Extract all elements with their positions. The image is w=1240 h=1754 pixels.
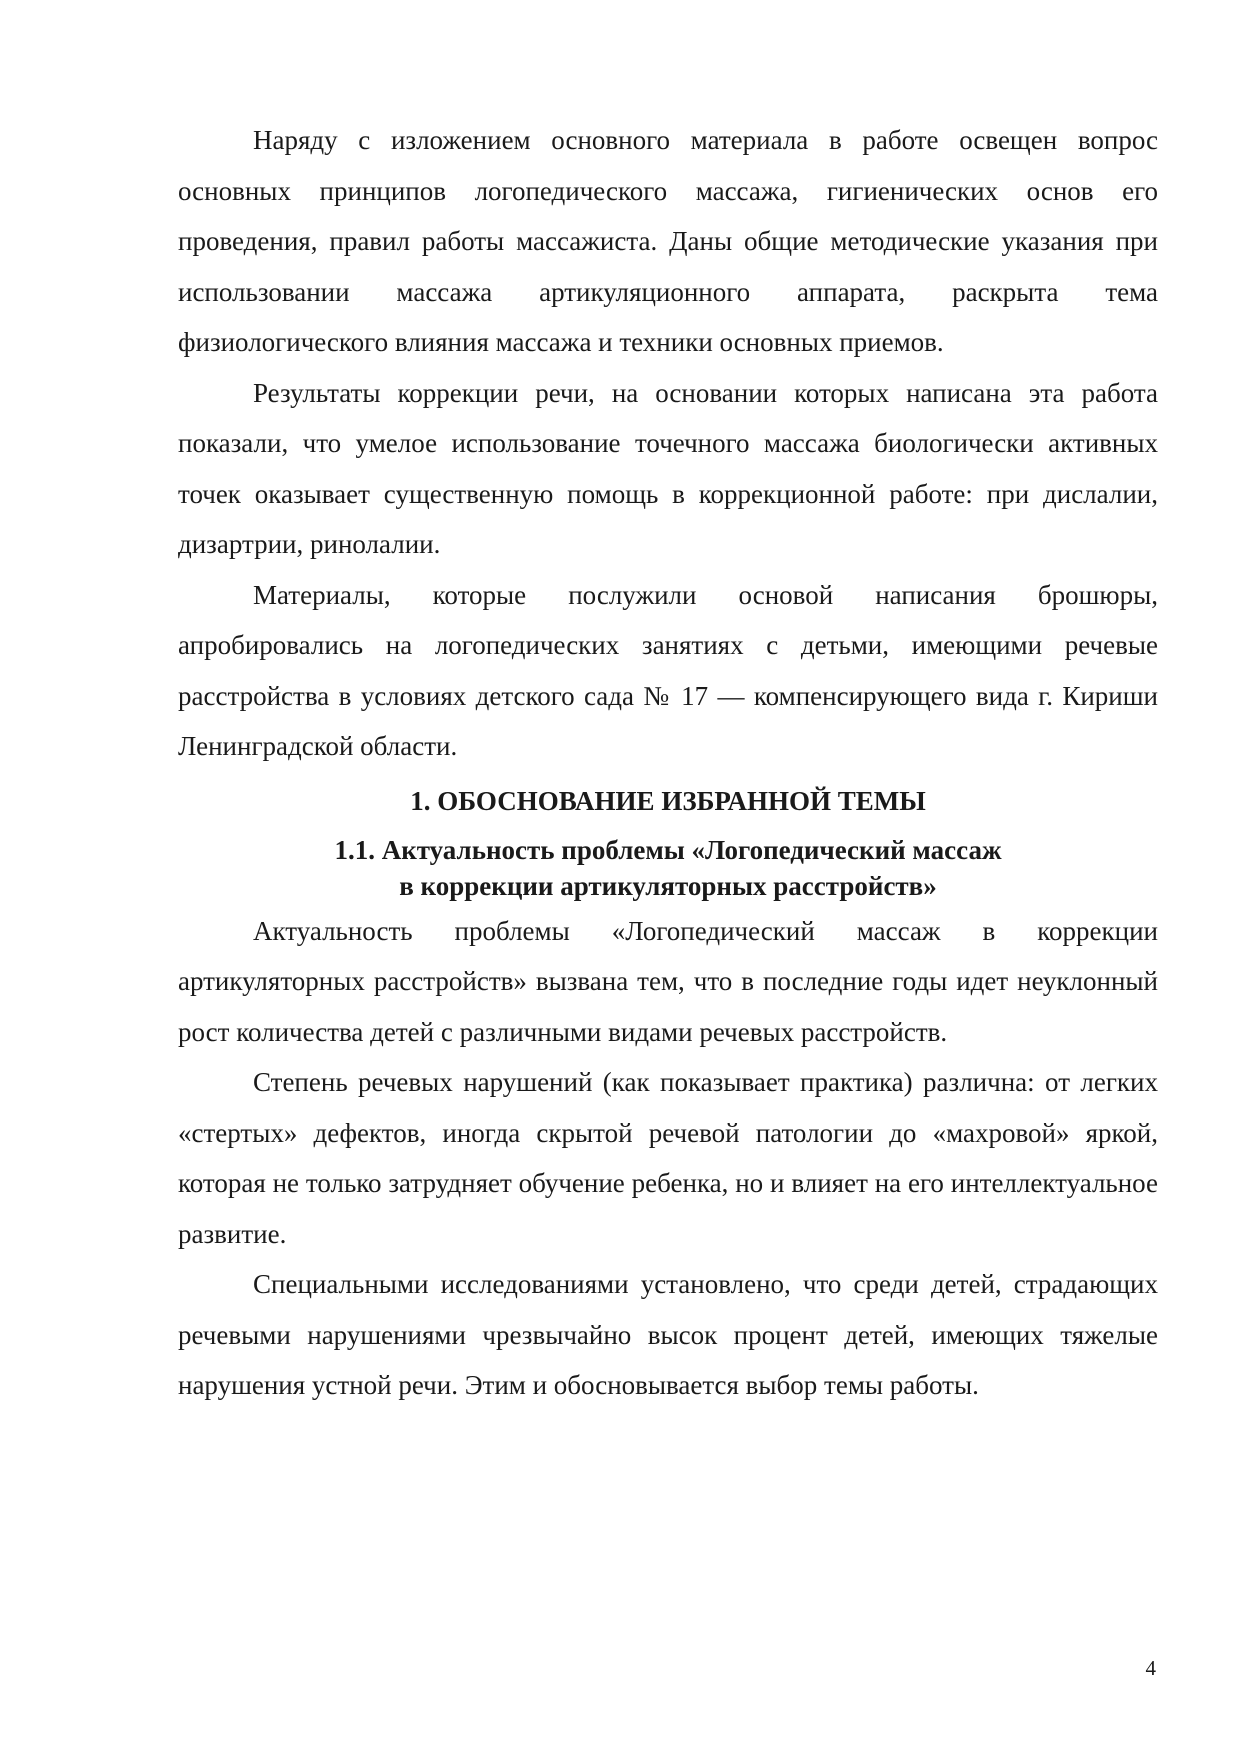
body-paragraph-2: Степень речевых нарушений (как показывает практика) различна: от легких «стертых» дефектов, иногда скрытой речевой патологии до «махровой» яркой, которая не только затрудняет обучение ребенка, но и влияет на его интеллектуальное развитие.: [178, 1067, 1158, 1249]
intro-paragraph-3: Материалы, которые послужили основой написания брошюры, апробировались на логопедических занятиях с детьми, имеющими речевые расстройства в условиях детского сада № 17 — компенсирующего вида г. Кириши Ленинградской области.: [178, 579, 1158, 761]
body-paragraph-3: Специальными исследованиями установлено, что среди детей, страдающих речевыми нарушениями чрезвычайно высок процент детей, имеющих тяжелые нарушения устной речи. Этим и обосновывается выбор темы работы.: [178, 1269, 1158, 1400]
intro-paragraph-2: Результаты коррекции речи, на основании которых написана эта работа показали, что умелое использование точечного массажа биологически активных точек оказывает существенную помощь в коррекционной работе: при дислалии, дизартрии, ринолалии.: [178, 377, 1158, 559]
subsection-heading-line-2: в коррекции артикуляторных расстройств»: [399, 870, 937, 901]
subsection-heading-line-1: 1.1. Актуальность проблемы «Логопедический массаж: [334, 834, 1002, 865]
intro-paragraph-1: Наряду с изложением основного материала в работе освещен вопрос основных принципов логопедического массажа, гигиенических основ его проведения, правил работы массажиста. Даны общие методические указания при использовании массажа артикуляционного аппарата, раскрыта тема физиологического влияния массажа и техники основных приемов.: [178, 125, 1158, 357]
body-paragraph-1: Актуальность проблемы «Логопедический массаж в коррекции артикуляторных расстройств» вызвана тем, что в последние годы идет неуклонный рост количества детей с различными видами речевых расстройств.: [178, 915, 1158, 1047]
subsection-heading: [178, 826, 1158, 904]
section-heading: 1. ОБОСНОВАНИЕ ИЗБРАННОЙ ТЕМЫ: [410, 785, 926, 816]
page-body: [178, 115, 1158, 1411]
page-number: 4: [1145, 1656, 1156, 1680]
